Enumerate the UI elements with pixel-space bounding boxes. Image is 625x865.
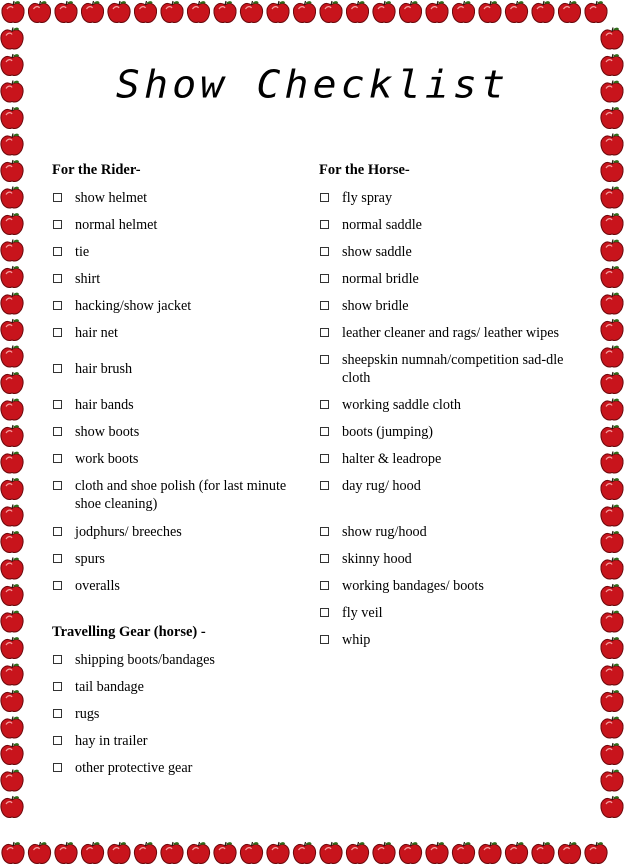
list-item	[52, 297, 292, 315]
apple-icon	[28, 842, 50, 864]
apple-icon	[601, 266, 623, 288]
item-label: overalls	[75, 578, 120, 594]
checkbox[interactable]	[53, 247, 62, 256]
checkbox[interactable]	[320, 635, 329, 644]
item-label: whip	[342, 632, 371, 648]
list-item	[319, 523, 584, 541]
item-label: normal helmet	[75, 217, 158, 233]
list-item	[319, 189, 584, 207]
apple-icon	[601, 664, 623, 686]
list-item	[52, 324, 292, 342]
apple-icon	[2, 1, 24, 23]
apple-icon	[161, 842, 183, 864]
checkbox[interactable]	[53, 554, 62, 563]
apple-icon	[601, 770, 623, 792]
checkbox[interactable]	[320, 554, 329, 563]
checkbox[interactable]	[320, 400, 329, 409]
item-label: sheepskin numnah/competition sad-dle cloth	[342, 352, 564, 386]
rider-list	[52, 189, 292, 595]
checkbox[interactable]	[53, 581, 62, 590]
apple-icon	[55, 1, 77, 23]
item-label: working bandages/ boots	[342, 578, 484, 594]
apple-icon	[134, 1, 156, 23]
item-label: normal saddle	[342, 217, 422, 233]
apple-icon	[532, 1, 554, 23]
checkbox[interactable]	[53, 454, 62, 463]
checkbox[interactable]	[320, 481, 329, 490]
item-label: hair net	[75, 325, 118, 341]
item-label: boots (jumping)	[342, 424, 434, 440]
checkbox[interactable]	[53, 481, 62, 490]
apple-icon	[1, 770, 23, 792]
list-item	[52, 477, 292, 513]
item-label: work boots	[75, 451, 139, 467]
apple-icon	[346, 842, 368, 864]
left-column	[52, 160, 292, 777]
list-item	[52, 423, 292, 441]
list-item	[319, 297, 584, 315]
item-label: shipping boots/bandages	[75, 652, 215, 668]
list-item	[319, 243, 584, 261]
apple-icon	[1, 478, 23, 500]
apple-icon	[601, 743, 623, 765]
checkbox[interactable]	[53, 400, 62, 409]
apple-icon	[601, 107, 623, 129]
item-label: spurs	[75, 551, 105, 567]
item-label: tie	[75, 244, 90, 260]
apple-icon	[1, 558, 23, 580]
apple-icon	[1, 717, 23, 739]
list-item	[319, 351, 584, 387]
apple-icon	[373, 1, 395, 23]
apple-icon	[81, 1, 103, 23]
item-label: fly spray	[342, 190, 393, 206]
item-label: hay in trailer	[75, 733, 148, 749]
checkbox[interactable]	[53, 220, 62, 229]
item-label: fly veil	[342, 605, 383, 621]
item-label: show boots	[75, 424, 140, 440]
list-item	[319, 631, 584, 649]
apple-icon	[320, 842, 342, 864]
item-label: skinny hood	[342, 551, 412, 567]
apple-icon	[601, 796, 623, 818]
apple-icon	[1, 611, 23, 633]
checkbox[interactable]	[320, 355, 329, 364]
item-label: cloth and shoe polish (for last minute shoe cleaning)	[75, 478, 287, 512]
page-title: Show Checklist	[115, 63, 510, 107]
apple-icon	[532, 842, 554, 864]
apple-icon	[505, 1, 527, 23]
apple-icon	[1, 319, 23, 341]
apple-icon	[601, 213, 623, 235]
list-item	[319, 577, 584, 595]
apple-icon	[601, 187, 623, 209]
checkbox[interactable]	[320, 527, 329, 536]
item-label: hacking/show jacket	[75, 298, 192, 314]
item-label: leather cleaner and rags/ leather wipes	[342, 325, 560, 341]
item-label: halter & leadrope	[342, 451, 442, 467]
checkbox[interactable]	[53, 763, 62, 772]
list-item	[52, 450, 292, 468]
apple-icon	[1, 266, 23, 288]
list-item	[52, 759, 292, 777]
item-label: hair brush	[75, 361, 133, 377]
apple-icon	[399, 842, 421, 864]
apple-icon	[1, 399, 23, 421]
apple-icon	[479, 1, 501, 23]
apple-icon	[161, 1, 183, 23]
checkbox[interactable]	[53, 301, 62, 310]
apple-icon	[1, 213, 23, 235]
apple-icon	[601, 531, 623, 553]
apple-icon	[601, 134, 623, 156]
apple-icon	[1, 690, 23, 712]
apple-icon	[601, 505, 623, 527]
apple-icon	[1, 346, 23, 368]
checkbox[interactable]	[53, 193, 62, 202]
list-item	[52, 243, 292, 261]
apple-icon	[585, 1, 607, 23]
item-label: normal bridle	[342, 271, 419, 287]
apple-icon	[1, 107, 23, 129]
list-item	[319, 450, 584, 468]
apple-icon	[1, 664, 23, 686]
apple-icon	[601, 452, 623, 474]
checkbox[interactable]	[53, 736, 62, 745]
list-item	[52, 396, 292, 414]
list-item	[52, 270, 292, 288]
item-label: show helmet	[75, 190, 148, 206]
apple-icon	[601, 293, 623, 315]
apple-icon	[1, 796, 23, 818]
apple-icon	[267, 842, 289, 864]
apple-icon	[240, 842, 262, 864]
list-item	[52, 189, 292, 207]
apple-icon	[479, 842, 501, 864]
apple-icon	[1, 372, 23, 394]
apple-icon	[1, 505, 23, 527]
apple-icon	[426, 1, 448, 23]
checkbox[interactable]	[53, 709, 62, 718]
travel-heading: Travelling Gear (horse) -	[52, 624, 206, 640]
apple-icon	[293, 1, 315, 23]
apple-icon	[505, 842, 527, 864]
apple-icon	[1, 160, 23, 182]
right-column	[319, 160, 584, 649]
apple-icon	[2, 842, 24, 864]
list-item	[52, 577, 292, 595]
apple-icon	[1, 584, 23, 606]
apple-icon	[601, 690, 623, 712]
item-label: shirt	[75, 271, 101, 287]
apple-icon	[601, 425, 623, 447]
checkbox[interactable]	[53, 328, 62, 337]
apple-icon	[55, 842, 77, 864]
item-label: other protective gear	[75, 760, 193, 776]
apple-icon	[28, 1, 50, 23]
list-item	[52, 705, 292, 723]
apple-icon	[601, 399, 623, 421]
apple-icon	[346, 1, 368, 23]
apple-icon	[601, 346, 623, 368]
item-label: show rug/hood	[342, 524, 427, 540]
list-item	[319, 550, 584, 568]
checkbox[interactable]	[320, 581, 329, 590]
apple-icon	[1, 187, 23, 209]
apple-icon	[601, 240, 623, 262]
apple-icon	[1, 293, 23, 315]
list-item	[52, 651, 292, 669]
horse-heading: For the Horse-	[319, 162, 410, 178]
apple-icon	[1, 531, 23, 553]
checkbox[interactable]	[320, 220, 329, 229]
apple-icon	[1, 425, 23, 447]
checkbox[interactable]	[320, 328, 329, 337]
list-item	[319, 216, 584, 234]
apple-icon	[601, 319, 623, 341]
checkbox[interactable]	[320, 454, 329, 463]
apple-icon	[1, 637, 23, 659]
apple-icon	[601, 717, 623, 739]
travel-list	[52, 651, 292, 777]
apple-icon	[601, 637, 623, 659]
checkbox[interactable]	[53, 427, 62, 436]
rider-heading: For the Rider-	[52, 162, 141, 178]
list-item	[52, 216, 292, 234]
checkbox[interactable]	[53, 274, 62, 283]
apple-icon	[1, 743, 23, 765]
checkbox[interactable]	[320, 427, 329, 436]
apple-icon	[601, 558, 623, 580]
apple-icon	[373, 842, 395, 864]
apple-icon	[134, 842, 156, 864]
list-item	[52, 732, 292, 750]
list-item	[319, 270, 584, 288]
apple-icon	[108, 842, 130, 864]
checkbox[interactable]	[53, 682, 62, 691]
apple-icon	[187, 1, 209, 23]
list-item	[319, 396, 584, 414]
list-item	[52, 360, 292, 378]
apple-icon	[601, 611, 623, 633]
checkbox[interactable]	[320, 247, 329, 256]
apple-icon	[399, 1, 421, 23]
checkbox[interactable]	[53, 527, 62, 536]
horse-list	[319, 189, 584, 649]
checkbox[interactable]	[320, 274, 329, 283]
apple-icon	[1, 134, 23, 156]
apple-icon	[601, 372, 623, 394]
item-label: working saddle cloth	[342, 397, 461, 413]
apple-icon	[267, 1, 289, 23]
list-item	[52, 678, 292, 696]
item-label: show bridle	[342, 298, 409, 314]
apple-icon	[240, 1, 262, 23]
item-label: day rug/ hood	[342, 478, 421, 494]
apple-icon	[214, 842, 236, 864]
list-item	[319, 423, 584, 441]
list-item	[52, 550, 292, 568]
apple-icon	[601, 478, 623, 500]
item-label: show saddle	[342, 244, 412, 260]
checkbox[interactable]	[320, 301, 329, 310]
apple-icon	[108, 1, 130, 23]
apple-icon	[558, 842, 580, 864]
list-item	[319, 604, 584, 622]
checkbox[interactable]	[320, 608, 329, 617]
checkbox[interactable]	[320, 193, 329, 202]
apple-icon	[452, 842, 474, 864]
list-item	[319, 324, 584, 342]
list-item	[52, 523, 292, 541]
apple-icon	[320, 1, 342, 23]
checkbox[interactable]	[53, 655, 62, 664]
item-label: rugs	[75, 706, 100, 722]
apple-icon	[426, 842, 448, 864]
apple-icon	[1, 28, 23, 50]
apple-icon	[81, 842, 103, 864]
apple-icon	[601, 160, 623, 182]
apple-icon	[293, 842, 315, 864]
list-item	[319, 477, 584, 495]
apple-icon	[585, 842, 607, 864]
checkbox[interactable]	[53, 364, 62, 373]
apple-icon	[601, 28, 623, 50]
apple-icon	[214, 1, 236, 23]
item-label: hair bands	[75, 397, 134, 413]
apple-icon	[1, 452, 23, 474]
apple-icon	[1, 240, 23, 262]
item-label: jodphurs/ breeches	[75, 524, 182, 540]
apple-icon	[452, 1, 474, 23]
apple-icon	[558, 1, 580, 23]
apple-icon	[601, 584, 623, 606]
apple-icon	[187, 842, 209, 864]
item-label: tail bandage	[75, 679, 144, 695]
